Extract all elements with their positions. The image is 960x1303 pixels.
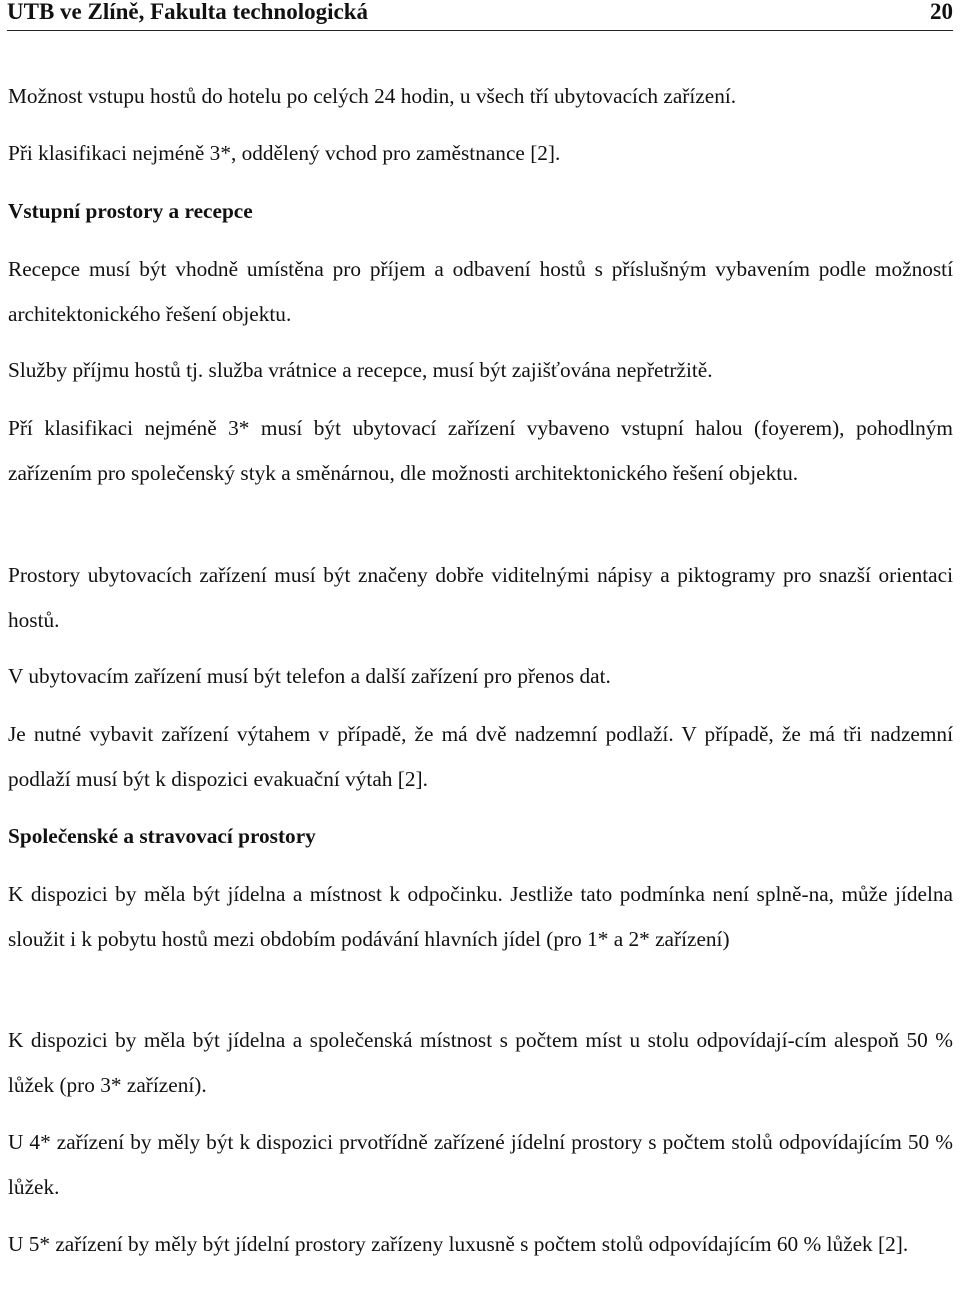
paragraph: Možnost vstupu hostů do hotelu po celých 24 hodin, u všech tří ubytovacích zařízení. [8, 84, 737, 108]
page-header [7, 0, 953, 30]
header-rule [7, 30, 953, 31]
paragraph: U 4* zařízení by měly být k dispozici prvotřídně zařízené jídelní prostory s počtem stolů odpovídajícím 50 % lůžek. [8, 1130, 953, 1199]
paragraph: Služby příjmu hostů tj. služba vrátnice a recepce, musí být zajišťována nepřetržitě. [8, 358, 713, 382]
header-title: UTB ve Zlíně, Fakulta technologická [7, 0, 368, 24]
paragraph: Pří klasifikaci nejméně 3* musí být ubytovací zařízení vybaveno vstupní halou (foyerem), pohodlným zařízením pro společenský styk a směnárnou, dle možnosti architektonického řešení objektu. [8, 416, 953, 485]
page-number: 20 [930, 0, 953, 24]
paragraph: Prostory ubytovacích zařízení musí být značeny dobře viditelnými nápisy a piktogramy pro snazší orientaci hostů. [8, 563, 953, 632]
section-heading: Společenské a stravovací prostory [8, 824, 316, 848]
paragraph: Při klasifikaci nejméně 3*, oddělený vchod pro zaměstnance [2]. [8, 141, 561, 165]
paragraph: U 5* zařízení by měly být jídelní prostory zařízeny luxusně s počtem stolů odpovídajícím 60 % lůžek [2]. [8, 1232, 909, 1256]
section-heading: Vstupní prostory a recepce [8, 199, 253, 223]
paragraph: K dispozici by měla být jídelna a místnost k odpočinku. Jestliže tato podmínka není splně-na, může jídelna sloužit i k pobytu hostů mezi obdobím podávání hlavních jídel (pro 1* a 2* zařízení) [8, 882, 953, 951]
paragraph: Je nutné vybavit zařízení výtahem v případě, že má dvě nadzemní podlaží. V případě, že má tři nadzemní podlaží musí být k dispozici evakuační výtah [2]. [8, 722, 953, 791]
paragraph: Recepce musí být vhodně umístěna pro příjem a odbavení hostů s příslušným vybavením podle možností architektonického řešení objektu. [8, 257, 953, 326]
paragraph: K dispozici by měla být jídelna a společenská místnost s počtem míst u stolu odpovídají-cím alespoň 50 % lůžek (pro 3* zařízení). [8, 1028, 953, 1097]
paragraph: V ubytovacím zařízení musí být telefon a další zařízení pro přenos dat. [8, 664, 611, 688]
